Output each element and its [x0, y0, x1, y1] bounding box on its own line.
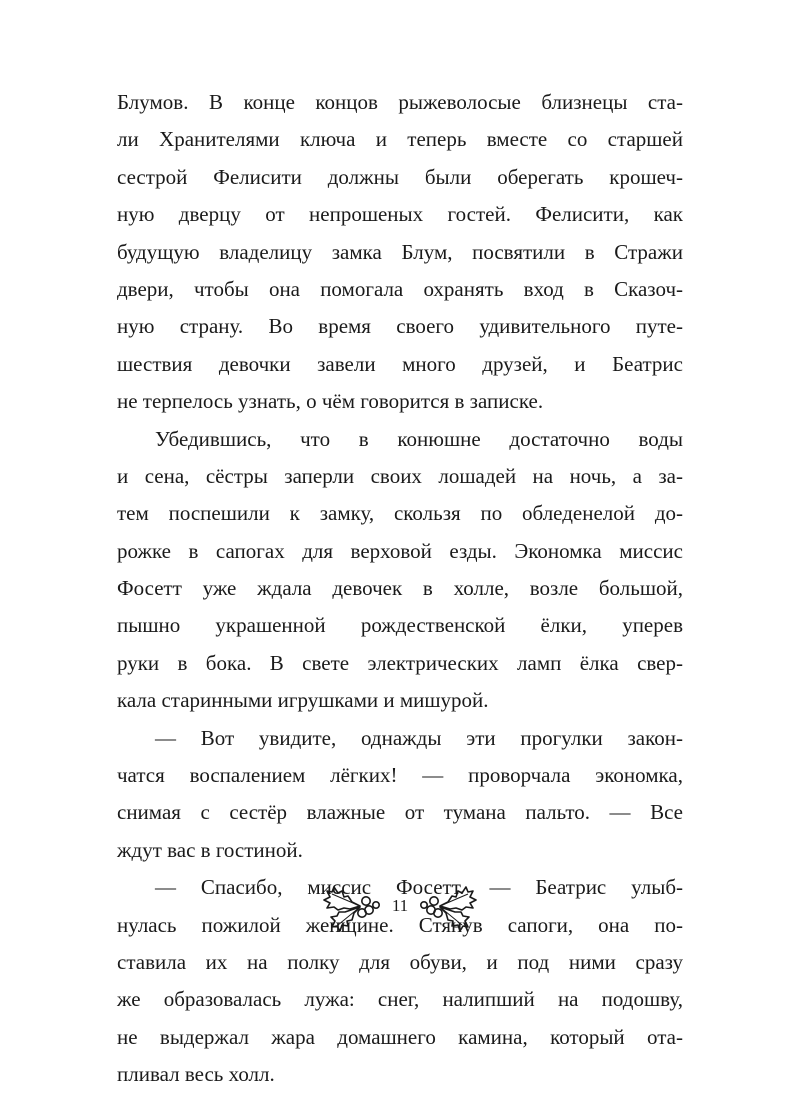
paragraph — [117, 421, 683, 720]
text-line: Убедившись, что в конюшне достаточно воды — [155, 426, 683, 451]
text-line: чатся воспалением лёгких! — проворчала экономка, — [117, 763, 683, 788]
text-line: — Вот увидите, однажды эти прогулки закон- — [155, 725, 683, 750]
text-line: ную страну. Во время своего удивительного путе- — [117, 314, 683, 339]
text-line: шествия девочки завели много друзей, и Беатрис — [117, 351, 683, 376]
paragraph — [117, 84, 683, 421]
text-line: — Спасибо, миссис Фосетт. — Беатрис улыб- — [155, 875, 683, 900]
text-line: пливал весь холл. — [117, 1062, 275, 1087]
paragraph — [117, 720, 683, 870]
text-line: двери, чтобы она помогала охранять вход в Сказоч- — [117, 276, 683, 301]
text-line: ли Хранителями ключа и теперь вместе со старшей — [117, 127, 683, 152]
holly-icon — [318, 880, 386, 937]
page-footer — [0, 878, 800, 934]
text-line: же образовалась лужа: снег, налипший на подошву, — [117, 987, 683, 1012]
text-line: ждут вас в гостиной. — [117, 837, 303, 862]
text-line: будущую владелицу замка Блум, посвятили в Стражи — [117, 239, 683, 264]
text-line: сестрой Фелисити должны были оберегать крошеч- — [117, 164, 683, 189]
text-line: снимая с сестёр влажные от тумана пальто. — Все — [117, 800, 683, 825]
text-line: тем поспешили к замку, скользя по обледенелой до- — [117, 501, 683, 526]
text-line: не терпелось узнать, о чём говорится в записке. — [117, 389, 544, 414]
text-line: ную дверцу от непрошеных гостей. Фелисити, как — [117, 202, 683, 227]
text-line: ставила их на полку для обуви, и под ними сразу — [117, 949, 683, 974]
text-line: пышно украшенной рождественской ёлки, уперев — [117, 613, 683, 638]
text-line: не выдержал жара домашнего камина, который ота- — [117, 1024, 683, 1049]
text-line: и сена, сёстры заперли своих лошадей на ночь, а за- — [117, 463, 683, 488]
text-line: рожке в сапогах для верховой езды. Экономка миссис — [117, 538, 683, 563]
page-number: 11 — [391, 896, 409, 915]
text-line: Блумов. В конце концов рыжеволосые близнецы ста- — [117, 90, 683, 114]
body-text — [117, 84, 683, 1094]
holly-icon — [414, 880, 482, 937]
text-line: Фосетт уже ждала девочек в холле, возле большой, — [117, 576, 683, 601]
text-line: нулась пожилой женщине. Стянув сапоги, она по- — [117, 912, 683, 937]
text-line: кала старинными игрушками и мишурой. — [117, 688, 489, 713]
text-line: руки в бока. В свете электрических ламп ёлка свер- — [117, 650, 683, 675]
